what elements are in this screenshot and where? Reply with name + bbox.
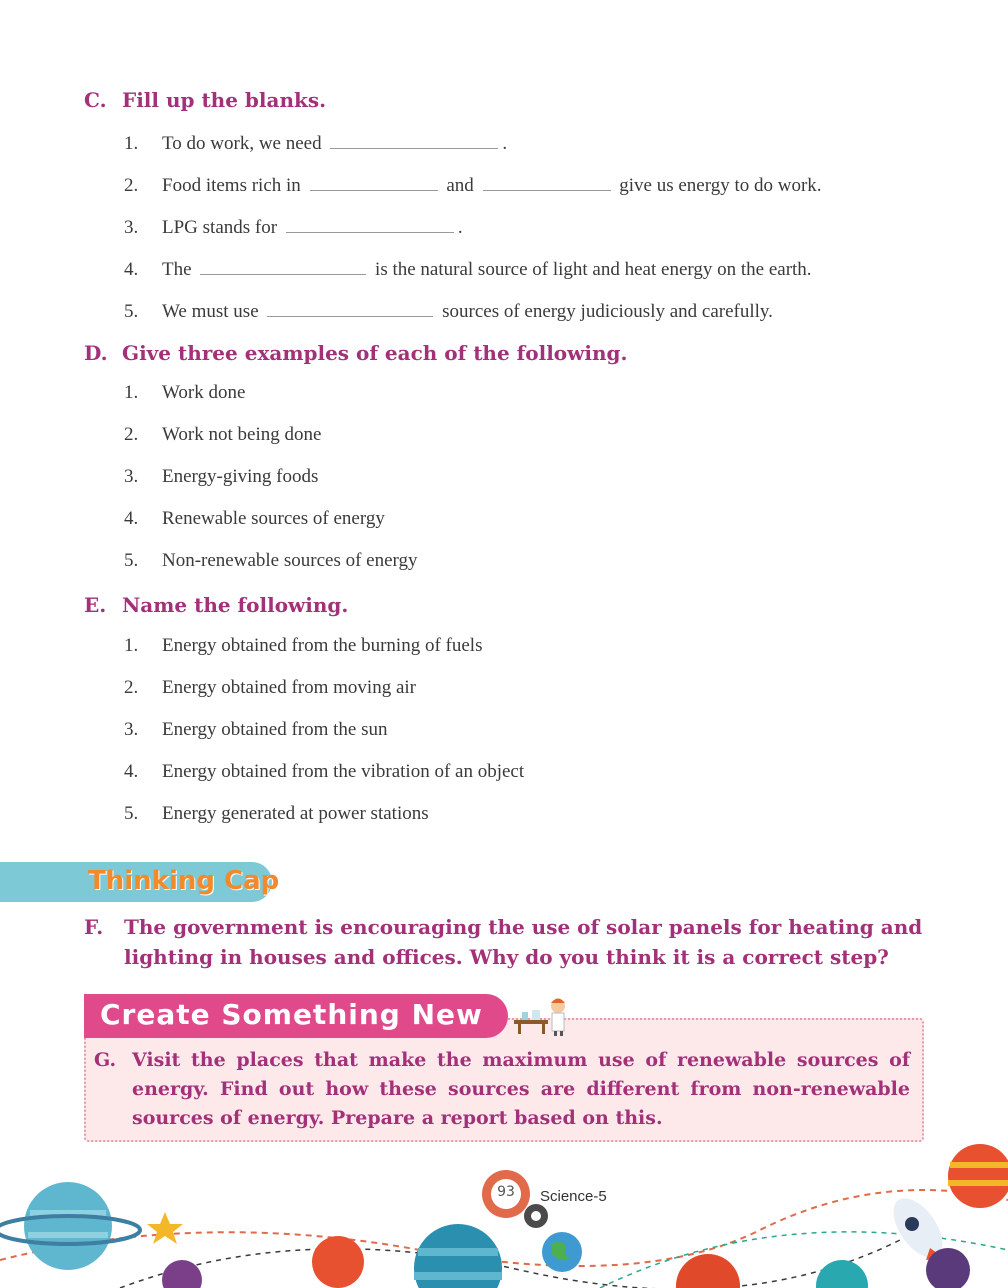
list-item: [124, 508, 385, 530]
item-text: Work not being done: [162, 424, 322, 445]
star-icon: [147, 1212, 183, 1244]
item-number: 5.: [124, 550, 139, 571]
list-item: [124, 214, 463, 239]
section-letter: D.: [84, 341, 108, 365]
list-item: [124, 424, 321, 446]
list-item: [124, 298, 773, 323]
planet-teal-icon: [816, 1260, 868, 1288]
item-number: 1.: [124, 133, 139, 154]
list-item: [124, 719, 388, 741]
item-text: .: [457, 217, 463, 238]
list-item: [124, 466, 318, 488]
item-number: 5.: [124, 301, 139, 322]
section-letter: C.: [84, 88, 107, 112]
item-number: 2.: [124, 175, 139, 196]
list-item: [124, 803, 429, 825]
item-number: 4.: [124, 508, 139, 529]
blank-line[interactable]: [286, 214, 454, 233]
item-number: 1.: [124, 382, 139, 403]
planet-blue-icon: [414, 1224, 502, 1288]
item-text: Energy obtained from moving air: [162, 677, 416, 698]
item-text: Energy obtained from the burning of fuels: [162, 635, 483, 656]
section-e-heading: [84, 593, 348, 617]
item-text: The: [162, 259, 192, 280]
item-text: give us energy to do work.: [619, 175, 822, 196]
blank-line[interactable]: [483, 172, 611, 191]
item-number: 3.: [124, 466, 139, 487]
section-title: Give three examples of each of the following.: [122, 341, 628, 365]
item-number: 4.: [124, 761, 139, 782]
item-text: Non-renewable sources of energy: [162, 550, 418, 571]
item-text: is the natural source of light and heat energy on the earth.: [375, 259, 812, 280]
question-f: [84, 912, 934, 972]
item-text: LPG stands for: [162, 217, 278, 238]
section-title: Fill up the blanks.: [122, 88, 327, 112]
item-text: We must use: [162, 301, 259, 322]
list-item: [124, 761, 524, 783]
space-footer-illustration: [0, 1140, 1008, 1288]
item-number: 2.: [124, 677, 139, 698]
list-item: [124, 382, 245, 404]
question-text: The government is encouraging the use of solar panels for heating and lighting in houses and offices. Why do you think it is a correct step?: [124, 915, 923, 969]
question-g: [94, 1046, 910, 1133]
planet-orange-icon: [312, 1236, 364, 1288]
planet-ringed-icon: [0, 1182, 140, 1270]
section-letter: E.: [84, 593, 107, 617]
item-number: 3.: [124, 217, 139, 238]
section-c-heading: [84, 88, 326, 112]
list-item: [124, 256, 812, 281]
item-number: 2.: [124, 424, 139, 445]
item-number: 5.: [124, 803, 139, 824]
item-text: Work done: [162, 382, 246, 403]
page-number: 93: [497, 1184, 515, 1200]
list-item: [124, 550, 418, 572]
item-text: Energy-giving foods: [162, 466, 319, 487]
item-text: Energy obtained from the vibration of an object: [162, 761, 525, 782]
item-text: and: [446, 175, 474, 196]
section-title: Name the following.: [122, 593, 349, 617]
item-text: Energy obtained from the sun: [162, 719, 388, 740]
book-title: Science-5: [540, 1188, 607, 1205]
list-item: [124, 635, 482, 657]
item-text: Energy generated at power stations: [162, 803, 429, 824]
list-item: [124, 677, 416, 699]
blank-line[interactable]: [310, 172, 438, 191]
item-number: 4.: [124, 259, 139, 280]
planet-red-icon: [676, 1254, 740, 1288]
list-item: [124, 172, 822, 197]
blank-line[interactable]: [267, 298, 433, 317]
thinking-cap-title: Thinking Cap: [88, 866, 280, 896]
blank-line[interactable]: [200, 256, 366, 275]
item-text: Renewable sources of energy: [162, 508, 385, 529]
question-letter: G.: [94, 1049, 117, 1071]
blank-line[interactable]: [330, 130, 498, 149]
item-text: To do work, we need: [162, 133, 322, 154]
section-d-heading: [84, 341, 627, 365]
create-title: Create Something New: [100, 998, 483, 1031]
scientist-icon: [510, 994, 570, 1036]
item-number: 3.: [124, 719, 139, 740]
planet-striped-icon: [948, 1144, 1008, 1208]
item-text: Food items rich in: [162, 175, 301, 196]
question-letter: F.: [84, 915, 104, 939]
planet-purple-icon: [162, 1260, 202, 1288]
item-text: sources of energy judiciously and carefully.: [442, 301, 773, 322]
item-number: 1.: [124, 635, 139, 656]
list-item: [124, 130, 507, 155]
item-text: .: [502, 133, 508, 154]
question-text: Visit the places that make the maximum use of renewable sources of energy. Find out how these sources are different from non-renewable sources of energy. Prepare a report based on this.: [132, 1049, 910, 1129]
